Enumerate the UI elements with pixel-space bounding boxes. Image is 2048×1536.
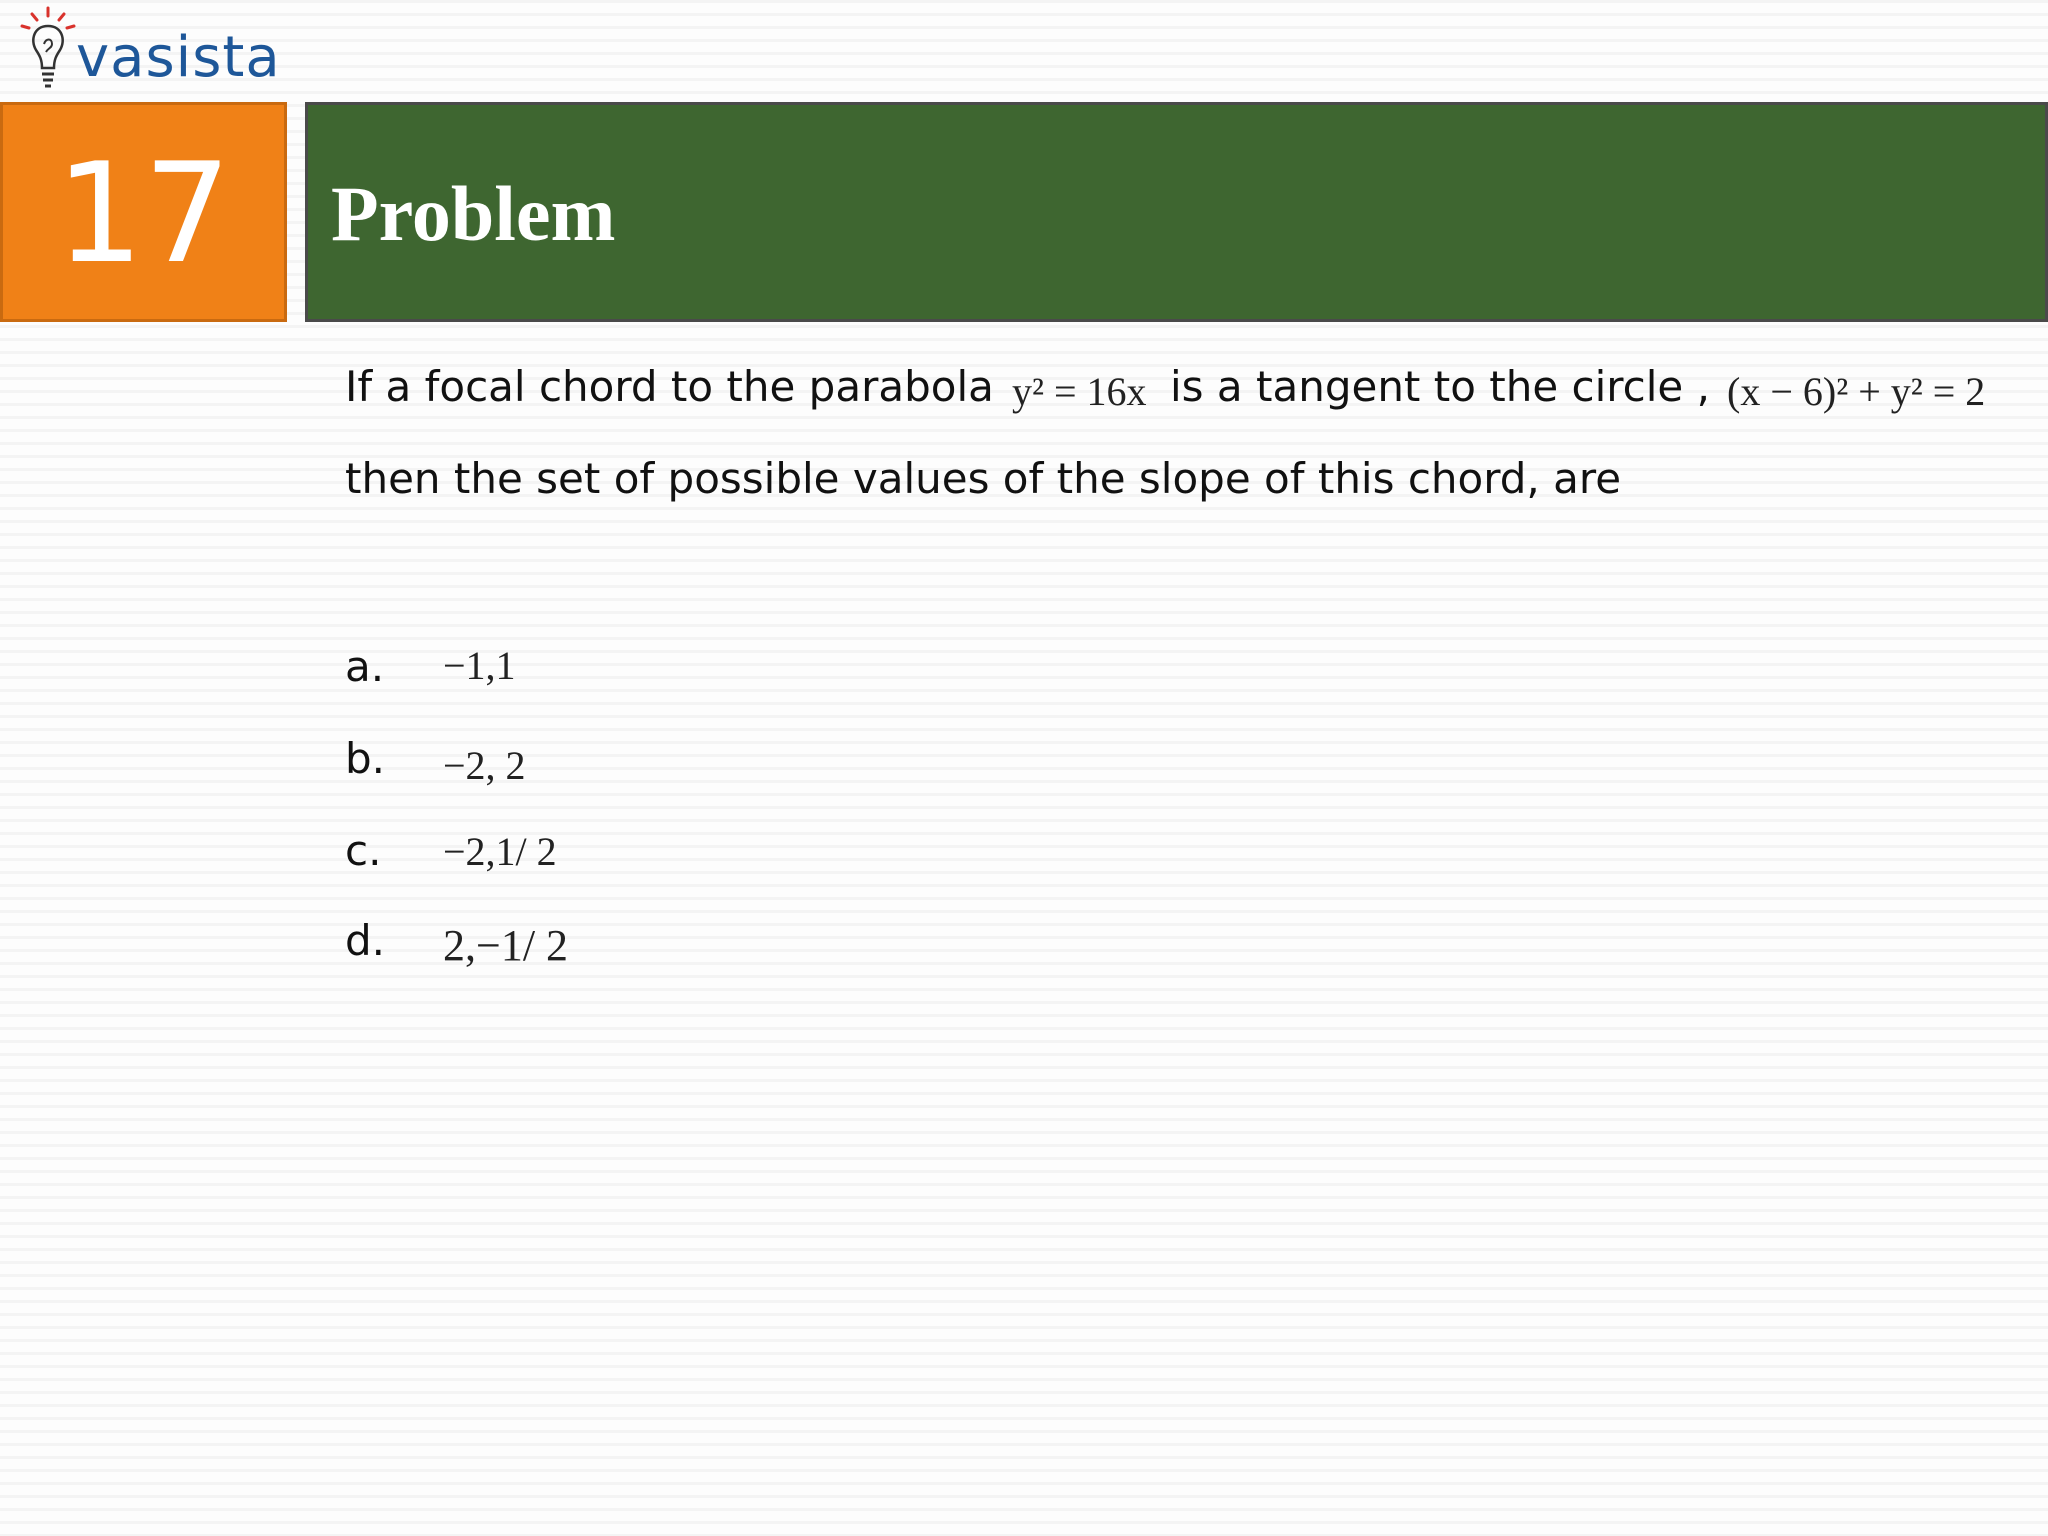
circle-equation: (x − 6)² + y² = 2: [1727, 369, 1986, 414]
slide-title: Problem: [331, 170, 616, 257]
vasista-logo: [18, 4, 288, 96]
slide-number: 17: [55, 133, 232, 294]
logo-text: vasista: [76, 25, 281, 90]
option-a-letter: a.: [345, 642, 385, 691]
option-d-value: 2,−1/ 2: [443, 921, 569, 970]
slide-number-box: [0, 102, 287, 322]
title-bar: [305, 102, 2048, 322]
option-b-letter: b.: [345, 734, 386, 783]
option-d-letter: d.: [345, 916, 386, 965]
question-text-a: If a focal chord to the parabola: [345, 362, 994, 411]
option-a-value: −1,1: [443, 643, 516, 688]
option-c-letter: c.: [345, 826, 382, 875]
question-line-2: then the set of possible values of the slope of this chord, are: [345, 454, 1622, 503]
question-line-1: [345, 362, 994, 411]
parabola-equation: y² = 16x: [1012, 369, 1147, 414]
question-text-b: is a tangent to the circle ,: [1170, 362, 1710, 411]
lightbulb-icon: [18, 4, 78, 96]
option-c-value: −2,1/ 2: [443, 829, 557, 874]
option-b-value: −2, 2: [443, 743, 526, 788]
